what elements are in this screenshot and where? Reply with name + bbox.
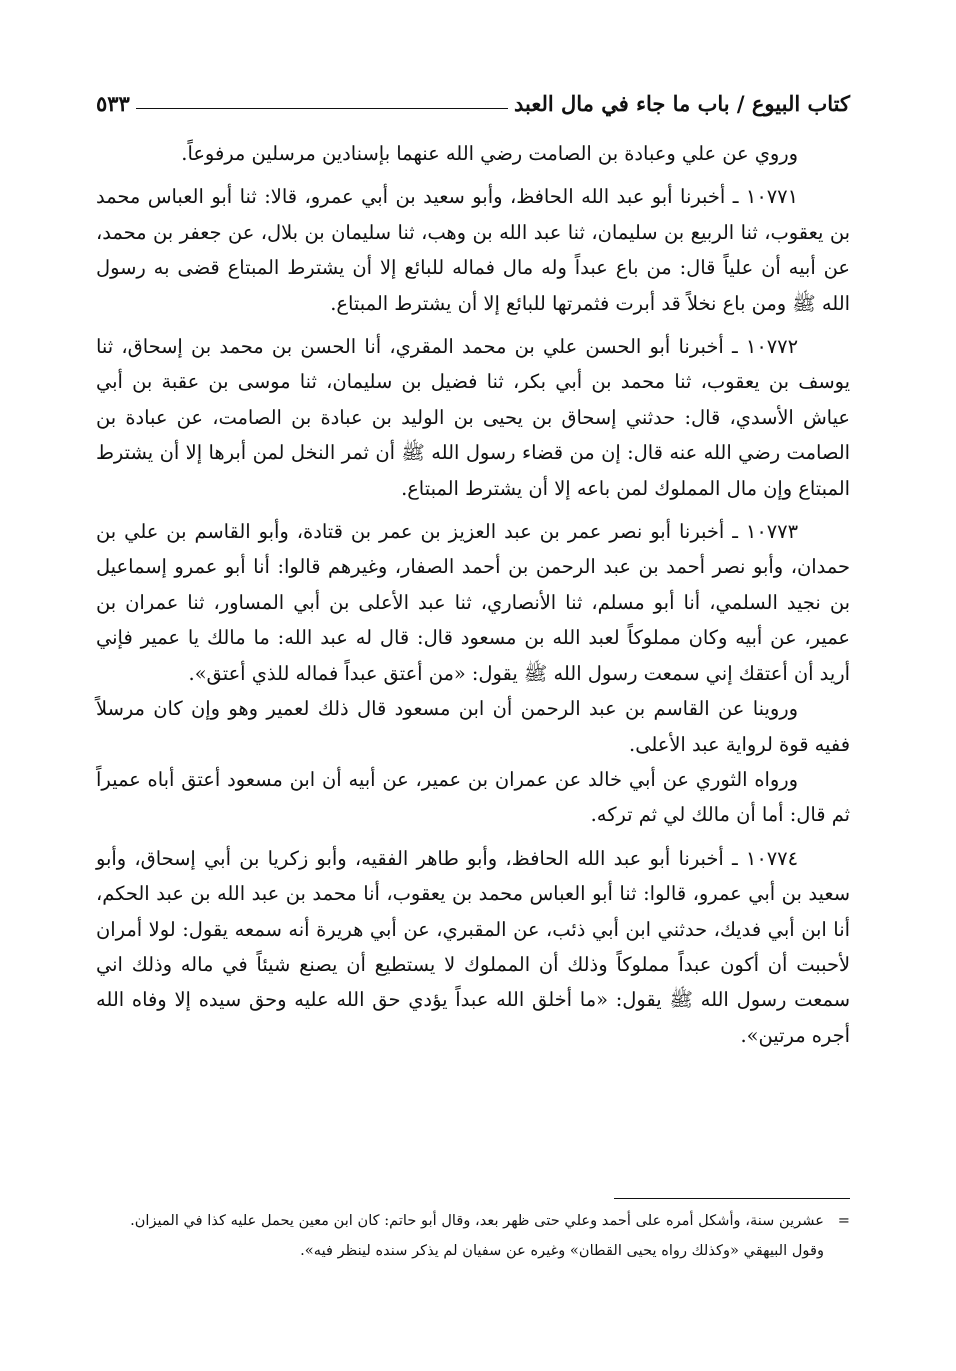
hadith-10774: ١٠٧٧٤ ـ أخبرنا أبو عبد الله الحافظ، وأبو طاهر الفقيه، وأبو زكريا بن أبي إسحاق، وأبو سعيد بن أبي عمرو، قالوا: ثنا أبو العباس محمد بن يعقوب، أنا محمد بن عبد الله بن عبد الحكم، أنا ابن أبي فديك، حدثني ابن أبي ذئب، عن المقبري، عن أبي هريرة أنه سمعه يقول: لولا أمران لأحببت أن أكون عبداً مملوكاً وذلك أن المملوك لا يستطيع أن يصنع شيئاً في ماله وذلك اني سمعت رسول الله ﷺ يقول: «ما أخلق الله عبداً يؤدي حق الله عليه وحق سيده إلا وفاه الله أجره مرتين». xyxy=(96,846,850,1047)
page-number: ٥٣٣ xyxy=(96,91,130,116)
hadith-10772: ١٠٧٧٢ ـ أخبرنا أبو الحسن علي بن محمد المقري، أنا الحسن بن محمد بن إسحاق، ثنا يوسف بن يعقوب، ثنا محمد بن أبي بكر، ثنا فضيل بن سليمان، ثنا موسى بن عقبة بن أبي عياش الأسدي، قال: حدثني إسحاق بن يحيى بن الوليد بن عبادة بن الصامت، عن عبادة بن الصامت رضي الله عنه قال: إن من قضاء رسول الله ﷺ أن ثمر النخل لمن أبرها إلا أن يشترط المبتاع وإن مال المملوك لمن باعه إلا أن يشترط المبتاع. xyxy=(96,335,850,500)
hadith-10771: ١٠٧٧١ ـ أخبرنا أبو عبد الله الحافظ، وأبو سعيد بن أبي عمرو، قالا: ثنا أبو العباس محمد بن يعقوب، ثنا الربيع بن سليمان، ثنا عبد الله بن وهب، ثنا سليمان بن بلال، عن جعفر بن محمد، عن أبيه أن علياً قال: من باع عبداً وله مال فماله للبائع إلا أن يشترط المبتاع قضى به رسول الله ﷺ ومن باع نخلاً قد أبرت فثمرتها للبائع إلا أن يشترط المبتاع. xyxy=(96,185,850,315)
paragraph: وروينا عن القاسم بن عبد الرحمن أن ابن مسعود قال ذلك لعمير وهو وإن كان مرسلاً ففيه قوة لرواية عبد الأعلى. xyxy=(96,697,850,756)
header-rule xyxy=(136,108,508,109)
footnote-text: وقول البيهقي «وكذلك رواه يحيى القطان» وغيره عن سفيان لم يذكر سنده لينظر فيه». xyxy=(300,1242,824,1259)
main-text xyxy=(96,136,850,1053)
hadith-10773: ١٠٧٧٣ ـ أخبرنا أبو نصر عمر بن عبد العزيز بن عمر بن قتادة، وأبو القاسم بن علي بن حمدان، وأبو نصر أحمد بن عبد الرحمن بن أحمد الصفار، وغيرهم قالوا: أنا أبو عمرو إسماعيل بن نجيد السلمي، أنا أبو مسلم، ثنا الأنصاري، ثنا عبد الأعلى بن أبي المساور، ثنا عمران بن عمير، عن أبيه وكان مملوكاً لعبد الله بن مسعود قال: قال له عبد الله: ما مالك يا عمير فإني أريد أن أعتقك إني سمعت رسول الله ﷺ يقول: «من أعتق عبداً فماله للذي أعتق». xyxy=(96,520,850,685)
footnote-continuation-mark: = xyxy=(837,1212,850,1229)
footnote-item xyxy=(96,1206,850,1236)
running-header xyxy=(96,84,850,116)
footnote-separator xyxy=(614,1198,850,1199)
paragraph: ورواه الثوري عن أبي خالد عن عمران بن عمير، عن أبيه أن ابن مسعود أعتق أباه عميراً ثم قال: أما أن مالك لي ثم تركه. xyxy=(96,767,850,827)
footnotes xyxy=(96,1206,850,1266)
paragraph: وروي عن علي وعبادة بن الصامت رضي الله عنهما بإسنادين مرسلين مرفوعاً. xyxy=(181,142,798,165)
chapter-title: كتاب البيوع / باب ما جاء في مال العبد xyxy=(513,91,850,116)
footnote-text: عشرين سنة، وأشكل أمره على أحمد وعلي حتى ظهر بعد، وقال أبو حاتم: كان ابن معين يحمل عليه كذا في الميزان. xyxy=(130,1212,824,1229)
